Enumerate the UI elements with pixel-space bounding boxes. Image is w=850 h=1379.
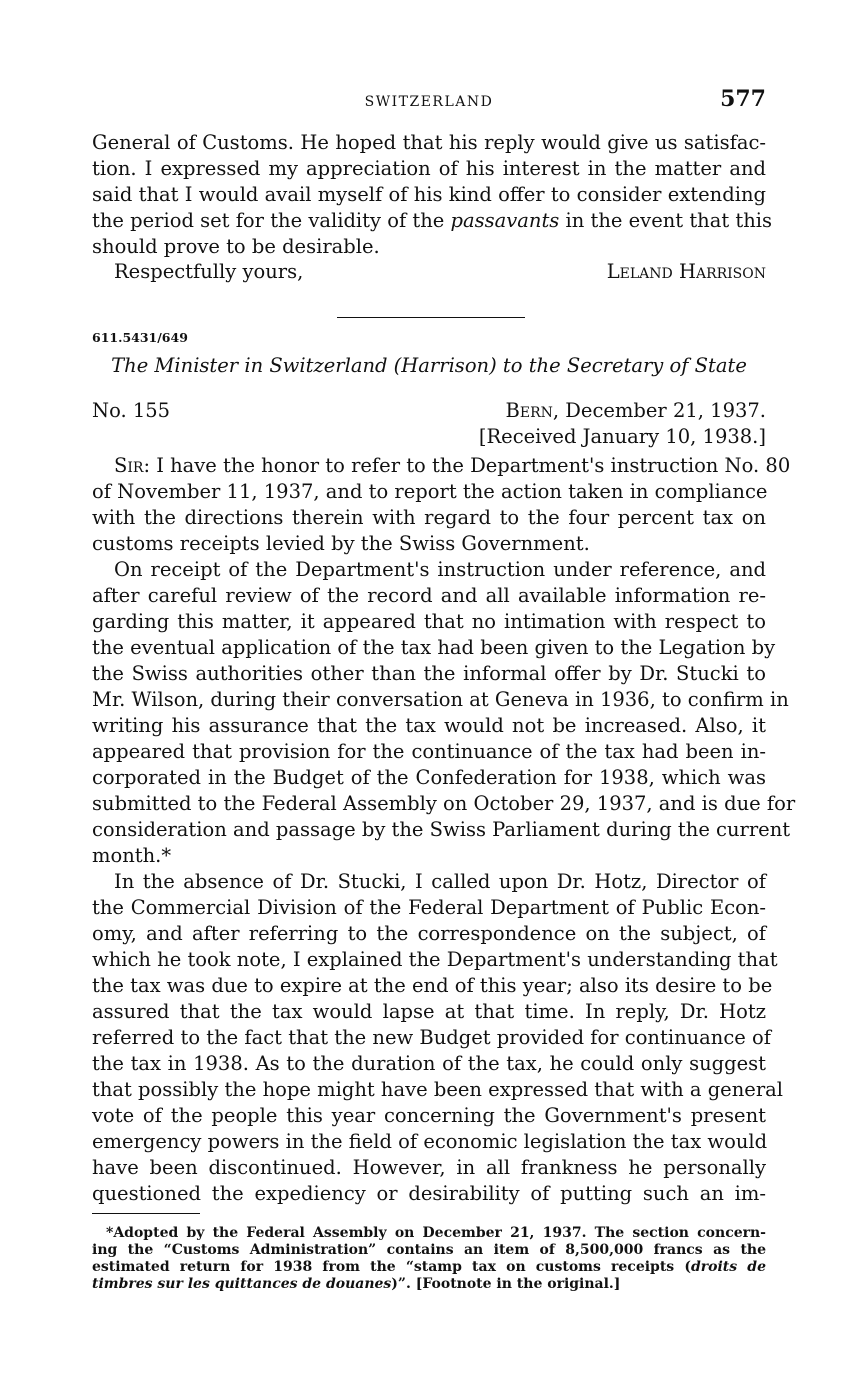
text-line: of November 11, 1937, and to report the action taken in compliance xyxy=(92,480,768,503)
italic-term: passavants xyxy=(450,209,560,232)
received-date: [Received January 10, 1938.] xyxy=(478,425,766,448)
text-line: should prove to be desirable. xyxy=(92,235,380,258)
text-line: referred to the fact that the new Budget provided for continuance of xyxy=(92,1026,771,1049)
heading-text: ) to the Secretary of State xyxy=(489,354,747,377)
paragraph xyxy=(92,869,784,1207)
place: Bern xyxy=(505,399,553,422)
text-run: estimated return for 1938 from the “stamp tax on customs receipts ( xyxy=(92,1259,691,1275)
text-line: consideration and passage by the Swiss Parliament during the current xyxy=(92,818,791,841)
heading-text: The Minister in Switzerland ( xyxy=(111,354,402,377)
document-heading xyxy=(92,354,766,377)
paragraph xyxy=(92,557,796,869)
place-date xyxy=(506,398,766,424)
text-line: the Commercial Division of the Federal Department of Public Econ- xyxy=(92,896,766,919)
closing xyxy=(92,260,766,286)
letter-body xyxy=(92,453,796,1207)
text-line: corporated in the Budget of the Confederation for 1938, which was xyxy=(92,766,766,789)
text-line: vote of the people this year concerning the Government's present xyxy=(92,1104,766,1127)
date: , December 21, 1937. xyxy=(552,399,766,422)
text-line: with the directions therein with regard to the four percent tax on xyxy=(92,506,766,529)
italic-term: droits de xyxy=(690,1259,766,1275)
file-number: 611.5431/649 xyxy=(92,330,188,345)
text-line: said that I would avail myself of his kind offer to consider extending xyxy=(92,183,766,206)
paragraph xyxy=(92,453,791,557)
heading-name: Harrison xyxy=(401,354,490,377)
continuation-paragraph xyxy=(92,130,773,260)
text-run: : I have the honor to refer to the Department's instruction No. 80 xyxy=(143,454,791,477)
text-line: appeared that provision for the continuance of the tax had been in- xyxy=(92,740,766,763)
salutation-sir: Sir xyxy=(114,454,144,477)
text-line: customs receipts levied by the Swiss Government. xyxy=(92,532,590,555)
text-line: Mr. Wilson, during their conversation at Geneva in 1936, to confirm in xyxy=(92,688,789,711)
text-line: the Swiss authorities other than the informal offer by Dr. Stucki to xyxy=(92,662,766,685)
dispatch-number: No. 155 xyxy=(92,399,171,422)
text-line: tion. I expressed my appreciation of his interest in the matter and xyxy=(92,157,766,180)
text-line: the eventual application of the tax had been given to the Legation by xyxy=(92,636,776,659)
footnote-line: *Adopted by the Federal Assembly on December 21, 1937. The section concern- xyxy=(106,1225,766,1241)
footnote-line: ing the “Customs Administration” contains an item of 8,500,000 francs as the xyxy=(92,1242,766,1258)
text-line: emergency powers in the field of economic legislation the tax would xyxy=(92,1130,768,1153)
running-head: SWITZERLAND xyxy=(364,94,494,110)
text-line xyxy=(92,208,773,234)
text-line: which he took note, I explained the Department's understanding that xyxy=(92,948,778,971)
signature: Leland Harrison xyxy=(606,260,766,283)
text-run: in the event that this xyxy=(559,209,773,232)
text-line: month.* xyxy=(92,844,172,867)
page-number: 577 xyxy=(720,86,766,112)
text-line: garding this matter, it appeared that no intimation with respect to xyxy=(92,610,766,633)
text-line: General of Customs. He hoped that his reply would give us satisfac- xyxy=(92,131,766,154)
text-line: omy, and after referring to the correspondence on the subject, of xyxy=(92,922,766,945)
text-line: In the absence of Dr. Stucki, I called upon Dr. Hotz, Director of xyxy=(114,870,766,893)
text-line: assured that the tax would lapse at that time. In reply, Dr. Hotz xyxy=(92,1000,766,1023)
text-run: )”. [Footnote in the original.] xyxy=(391,1276,621,1292)
text-line: submitted to the Federal Assembly on October 29, 1937, and is due for xyxy=(92,792,796,815)
footnote-line xyxy=(92,1276,766,1293)
text-line: On receipt of the Department's instruction under reference, and xyxy=(114,558,766,581)
text-line xyxy=(92,453,791,479)
text-line: have been discontinued. However, in all frankness he personally xyxy=(92,1156,766,1179)
page-header xyxy=(92,88,766,118)
text-line: questioned the expediency or desirability of putting such an im- xyxy=(92,1182,766,1205)
text-run: the period set for the validity of the xyxy=(92,209,451,232)
section-divider xyxy=(337,317,525,318)
text-line: the tax in 1938. As to the duration of the tax, he could only suggest xyxy=(92,1052,766,1075)
text-line: the tax was due to expire at the end of this year; also its desire to be xyxy=(92,974,773,997)
salutation: Respectfully yours, xyxy=(114,260,304,283)
footnote-line xyxy=(92,1259,766,1276)
footnote xyxy=(92,1225,766,1293)
italic-term: timbres sur les quittances de douanes xyxy=(92,1276,392,1292)
text-line: that possibly the hope might have been expressed that with a general xyxy=(92,1078,784,1101)
text-line: after careful review of the record and all available information re- xyxy=(92,584,766,607)
text-line: writing his assurance that the tax would not be increased. Also, it xyxy=(92,714,766,737)
footnote-rule xyxy=(92,1213,200,1214)
